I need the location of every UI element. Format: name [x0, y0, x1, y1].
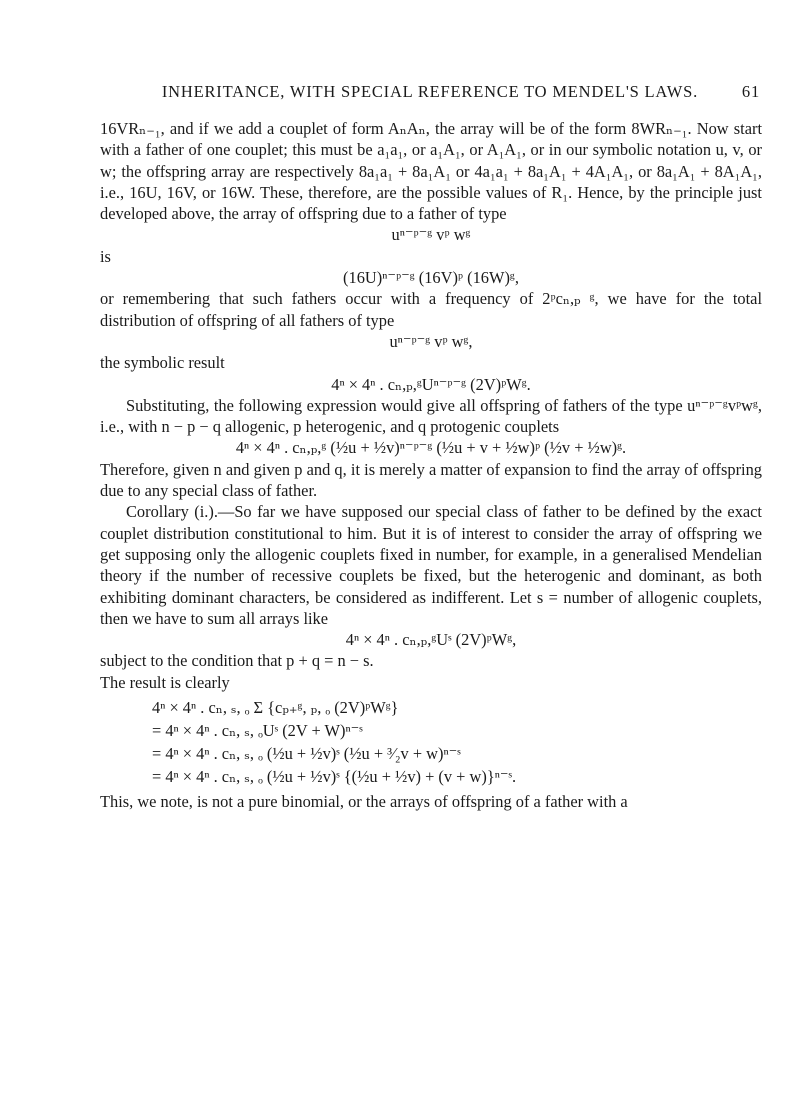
- equation: uⁿ⁻ᵖ⁻ᵍ vᵖ wᵍ,: [389, 331, 473, 351]
- paragraph: Substituting, the following expression would give all offspring of fathers of the type uⁿ⁻ᵖ⁻ᵍvᵖwᵍ, i.e., with n − p − q allogenic, p heterogenic, and q protogenic couplets: [100, 395, 762, 437]
- equation: 4ⁿ × 4ⁿ . cₙ,ₚ,ᵍUⁿ⁻ᵖ⁻ᵍ (2V)ᵖWᵍ.: [331, 374, 531, 394]
- running-header: [100, 82, 760, 104]
- paragraph: the symbolic result: [100, 353, 225, 373]
- paragraph: subject to the condition that p + q = n − s.: [100, 651, 374, 671]
- paragraph: The result is clearly: [100, 672, 230, 692]
- paragraph: or remembering that such fathers occur with a frequency of 2ᵖcₙ,ₚ ᵍ, we have for the total distribution of offspring of all fathers of type: [100, 289, 762, 330]
- page-body: [100, 118, 762, 812]
- equation: 4ⁿ × 4ⁿ . cₙ,ₚ,ᵍUˢ (2V)ᵖWᵍ,: [345, 630, 517, 650]
- equation: 4ⁿ × 4ⁿ . cₙ,ₚ,ᵍ (½u + ½v)ⁿ⁻ᵖ⁻ᵍ (½u + v + ½w)ᵖ (½v + ½w)ᵍ.: [235, 438, 627, 458]
- running-title: INHERITANCE, WITH SPECIAL REFERENCE TO MENDEL'S LAWS.: [161, 82, 699, 101]
- paragraph: This, we note, is not a pure binomial, or the arrays of offspring of a father with a: [100, 792, 628, 812]
- equation: uⁿ⁻ᵖ⁻ᵍ vᵖ wᵍ: [391, 225, 471, 245]
- page-number: 61: [741, 82, 760, 101]
- equation-line: = 4ⁿ × 4ⁿ . cₙ, ₛ, ₒUˢ (2V + W)ⁿ⁻ˢ: [152, 721, 363, 741]
- paragraph-corollary: Corollary (i.).—So far we have supposed our special class of father to be defined by the exact couplet distribution constitutional to him. But it is of interest to consider the array of offspring we get supposing only the allogenic couplets fixed in number, for example, in a generalised Mendelian theory if the number of recessive couplets be fixed, but the heterogenic and dominant, as both exhibiting dominant characters, be considered as indifferent. Let s = number of allogenic couplets, then we have to sum all arrays like: [100, 502, 762, 628]
- equation-line: 4ⁿ × 4ⁿ . cₙ, ₛ, ₒ Σ {cₚ₊ᵍ, ₚ, ₒ (2V)ᵖWᵍ}: [152, 698, 399, 718]
- equation-line: = 4ⁿ × 4ⁿ . cₙ, ₛ, ₒ (½u + ½v)ˢ {(½u + ½v) + (v + w)}ⁿ⁻ˢ.: [152, 767, 517, 787]
- paragraph: Therefore, given n and given p and q, it is merely a matter of expansion to find the array of offspring due to any special class of father.: [100, 459, 762, 501]
- equation-block: [100, 696, 762, 788]
- equation: (16U)ⁿ⁻ᵖ⁻ᵍ (16V)ᵖ (16W)ᵍ,: [343, 268, 519, 288]
- paragraph: 16VRₙ₋₁, and if we add a couplet of form AₙAₙ, the array will be of the form 8WRₙ₋₁. Now start with a father of one couplet; this must be a₁a₁, or a₁A₁, or A₁A₁, or in our symbolic notation u, v, or w; the offspring array are respectively 8a₁a₁ + 8a₁A₁ or 4a₁a₁ + 8a₁A₁ + 4A₁A₁, or 8a₁A₁ + 8A₁A₁, i.e., 16U, 16V, or 16W. These, therefore, are the possible values of R₁. Hence, by the principle just developed above, the array of offspring due to a father of type: [100, 119, 762, 224]
- equation-line: = 4ⁿ × 4ⁿ . cₙ, ₛ, ₒ (½u + ½v)ˢ (½u + ³⁄₂v + w)ⁿ⁻ˢ: [152, 744, 461, 764]
- paragraph: is: [100, 246, 111, 266]
